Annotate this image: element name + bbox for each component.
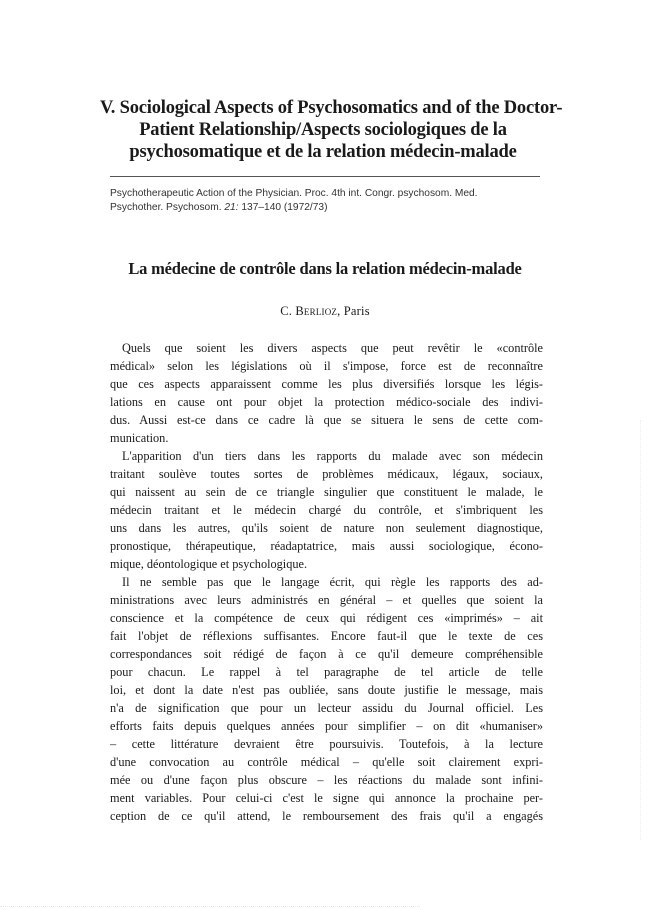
body-line: ception de ce qu'il attend, le remboursement des frais qu'il a engagés xyxy=(110,809,543,823)
body-line: L'apparition d'un tiers dans les rapports du malade avec son médecin xyxy=(122,449,543,463)
body-line: efforts faits depuis quelques années pour simplifier – on dit «humaniser» xyxy=(110,719,543,733)
author-location: , Paris xyxy=(337,304,370,318)
body-line: pronostique, thérapeutique, réadaptatrice, mais aussi sociologique, écono- xyxy=(110,539,543,553)
body-line: que ces aspects apparaissent comme les plus diversifiés lorsque les légis- xyxy=(110,377,543,391)
body-line: Il ne semble pas que le langage écrit, qui règle les rapports des ad- xyxy=(122,575,543,589)
author-initial: C. xyxy=(280,304,296,318)
body-line: qui naissent au sein de ce triangle singulier que constituent le malade, le xyxy=(110,485,543,499)
citation xyxy=(110,187,550,215)
body-line: Quels que soient les divers aspects que peut revêtir le «contrôle xyxy=(122,341,543,355)
section-heading-line: psychosomatique et de la relation médecin-malade xyxy=(129,142,517,162)
citation-pages: 137–140 (1972/73) xyxy=(238,202,328,213)
body-line: fait l'objet de réflexions suffisantes. Encore faut-il que le texte de ces xyxy=(110,629,543,643)
body-line: – cette littérature devraient être poursuivis. Toutefois, à la lecture xyxy=(110,737,543,751)
citation-line-2 xyxy=(110,201,550,215)
article-body xyxy=(110,339,543,825)
body-line: ministrations avec leurs administrés en général – et quelles que soient la xyxy=(110,593,543,607)
body-line: uns dans les autres, qu'ils soient de nature non seulement diagnostique, xyxy=(110,521,543,535)
heading-divider xyxy=(110,176,540,177)
author-surname: Berlioz xyxy=(295,304,338,318)
body-line: médical» selon les législations où il s'impose, force est de reconnaître xyxy=(110,359,543,373)
body-line: pour chacun. Le rappel à tel paragraphe de tel article de telle xyxy=(110,665,543,679)
body-line: n'a de signification que pour un lecteur assidu du Journal officiel. Les xyxy=(110,701,543,715)
body-line: ment variables. Pour celui-ci c'est le signe qui annonce la prochaine per- xyxy=(110,791,543,805)
body-line: traitant soulève toutes sortes de problèmes médicaux, légaux, sociaux, xyxy=(110,467,543,481)
body-line: mique, déontologique et psychologique. xyxy=(110,557,308,571)
page-edge-mark xyxy=(0,906,420,907)
body-line: d'une convocation au contrôle médical – qu'elle soit clairement expri- xyxy=(110,755,543,769)
body-line: conscience et la compétence de ceux qui rédigent ces «imprimés» – ait xyxy=(110,611,543,625)
body-line: correspondances soit rédigé de façon à ce qu'il demeure compréhensible xyxy=(110,647,543,661)
section-heading-line: V. Sociological Aspects of Psychosomatics and of the Doctor- xyxy=(100,98,563,118)
citation-line-1: Psychotherapeutic Action of the Physician. Proc. 4th int. Congr. psychosom. Med. xyxy=(110,188,478,199)
section-heading xyxy=(100,97,563,163)
body-line: munication. xyxy=(110,431,169,445)
body-line: médecin traitant et le médecin chargé du contrôle, et s'imbriquent les xyxy=(110,503,543,517)
article-title: La médecine de contrôle dans la relation médecin-malade xyxy=(128,259,522,278)
body-line: mée ou d'une façon plus obscure – les réactions du malade sont infini- xyxy=(110,773,543,787)
body-line: lations en cause ont pour objet la protection médico-sociale des indivi- xyxy=(110,395,543,409)
citation-volume: 21: xyxy=(224,202,239,213)
author-line xyxy=(110,303,540,319)
body-line: dus. Aussi est-ce dans ce cadre là que se situera le sens de cette com- xyxy=(110,413,543,427)
section-heading-line: Patient Relationship/Aspects sociologiques de la xyxy=(139,120,507,140)
citation-journal: Psychother. Psychosom. xyxy=(110,202,225,213)
body-line: loi, et dont la date n'est pas oubliée, sans doute justifie le message, mais xyxy=(110,683,543,697)
scan-edge-mark xyxy=(639,420,641,840)
